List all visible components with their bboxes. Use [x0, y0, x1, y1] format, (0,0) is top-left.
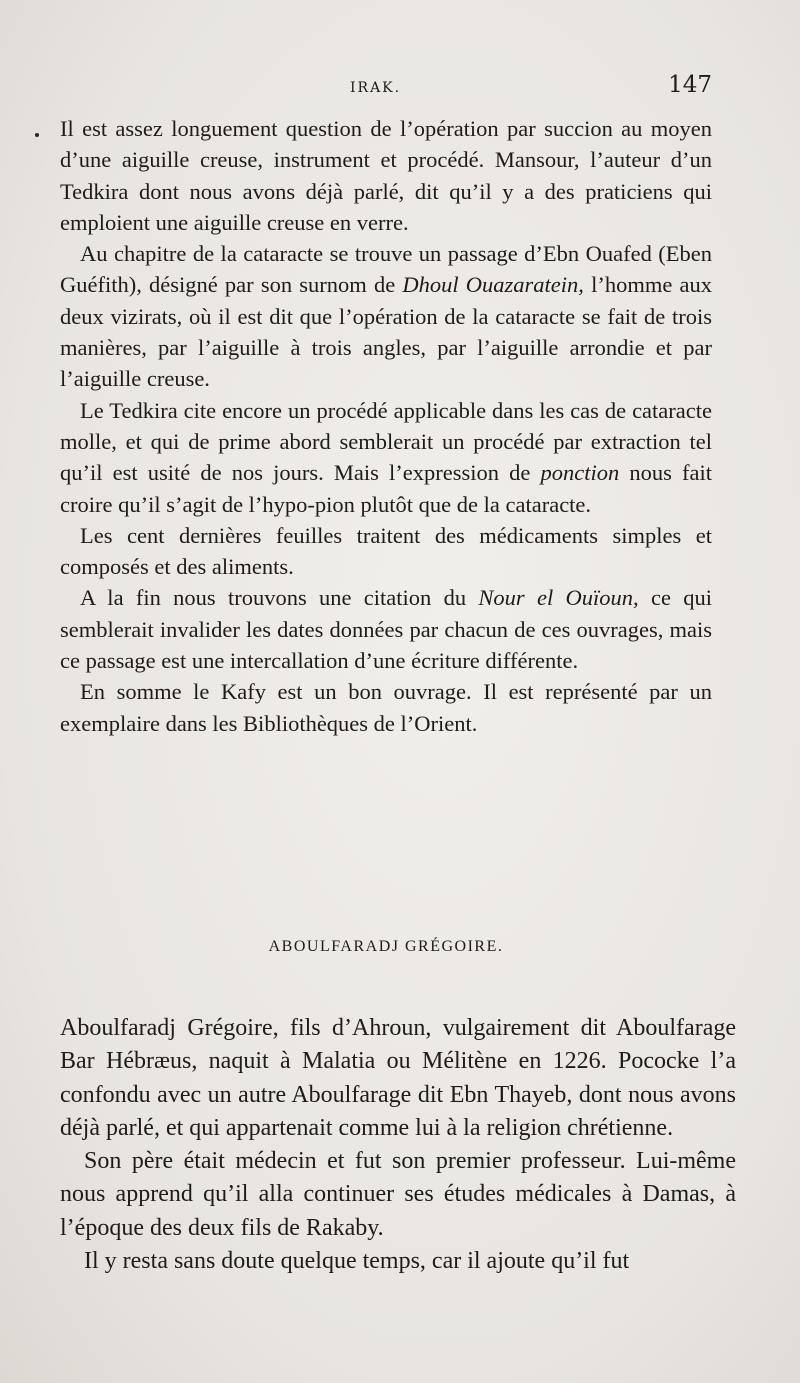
paragraph: Son père était médecin et fut son premier professeur. Lui-même nous apprend qu’il alla continuer ses études médicales à Damas, à l’époque des deux fils de Rakaby.: [60, 1148, 736, 1241]
paragraph: A la fin nous trouvons une citation du Nour el Ouïoun, ce qui semblerait invalider les dates données par chacun de ces ouvrages, mais ce passage est une intercallation d’une écriture différente.: [60, 585, 712, 674]
paragraph: Il est assez longuement question de l’opération par succion au moyen d’une aiguille creuse, instrument et procédé. Mansour, l’auteur d’un Tedkira dont nous avons déjà parlé, dit qu’il y a des praticiens qui emploient une aiguille creuse en verre.: [60, 116, 712, 235]
paragraph: Les cent dernières feuilles traitent des médicaments simples et composés et des aliments.: [60, 522, 712, 580]
ink-speck: [35, 133, 39, 137]
page-header: [60, 70, 710, 100]
paragraph: Il y resta sans doute quelque temps, car il ajoute qu’il fut: [84, 1248, 630, 1275]
body-text-top: [60, 113, 712, 739]
paragraph: Aboulfaradj Grégoire, fils d’Ahroun, vulgairement dit Aboulfarage Bar Hébræus, naquit à Malatia ou Mélitène en 1226. Pococke l’a confondu avec un autre Aboulfarage dit Ebn Thayeb, dont nous avons déjà parlé, et qui appartenait comme lui à la religion chrétienne.: [60, 1015, 736, 1141]
paragraph: Le Tedkira cite encore un procédé applicable dans les cas de cataracte molle, et qui de prime abord semblerait un procédé par extraction tel qu’il est usité de nos jours. Mais l’expression de ponction nous fait croire qu’il s’agit de l’hypo-pion plutôt que de la cataracte.: [60, 397, 712, 517]
paragraph: Au chapitre de la cataracte se trouve un passage d’Ebn Ouafed (Eben Guéfith), désigné par son surnom de Dhoul Ouazaratein, l’homme aux deux vizirats, où il est dit que l’opération de la cataracte se fait de trois manières, par l’aiguille à trois angles, par l’aiguille arrondie et par l’aiguille creuse.: [60, 241, 712, 392]
section-heading: ABOULFARADJ GRÉGOIRE.: [268, 938, 504, 955]
body-text-bottom: [60, 1012, 736, 1278]
running-head: IRAK.: [350, 80, 402, 96]
paragraph: En somme le Kafy est un bon ouvrage. Il est représenté par un exemplaire dans les Bibliothèques de l’Orient.: [60, 679, 712, 736]
page-number: 147: [668, 72, 712, 98]
